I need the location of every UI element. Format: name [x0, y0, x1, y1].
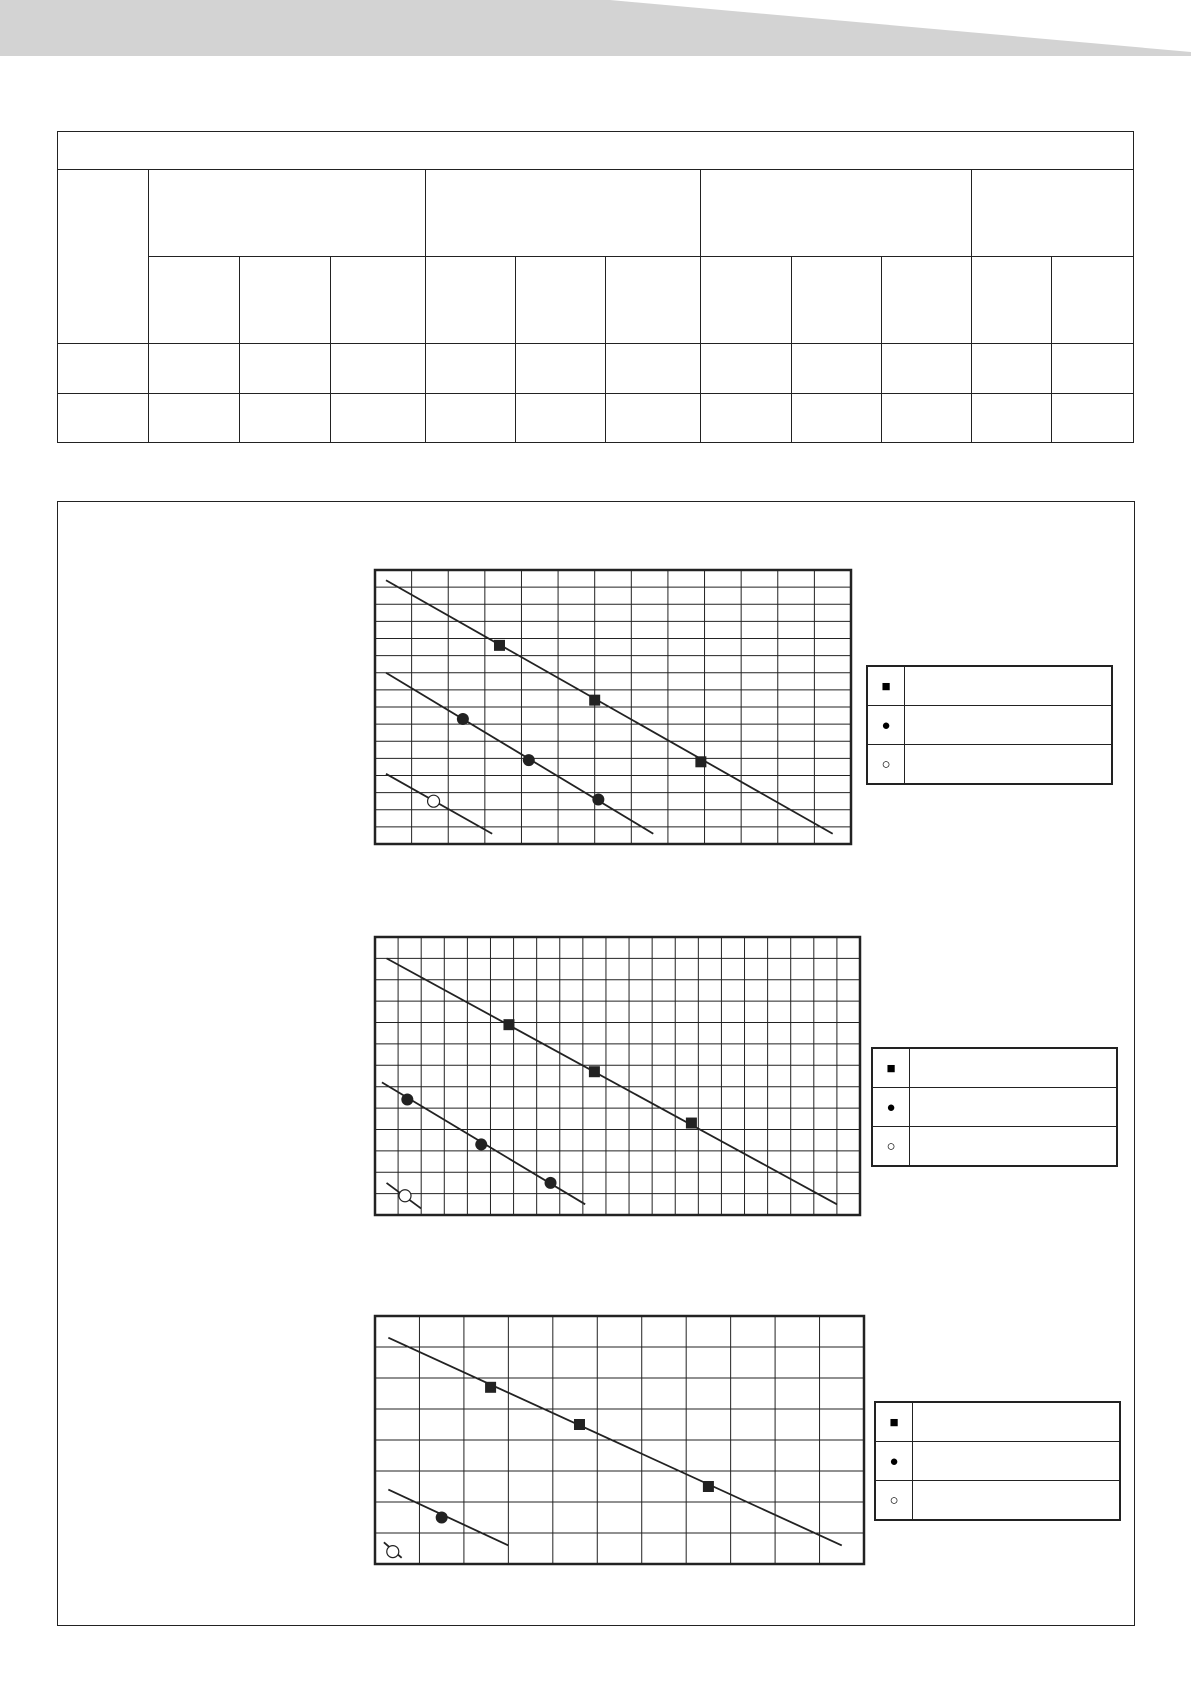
legend-label	[905, 745, 1113, 785]
legend-row	[872, 1127, 1117, 1167]
table-cell	[516, 344, 606, 393]
legend-label	[905, 706, 1113, 745]
legend-row	[872, 1048, 1117, 1088]
legend-row	[875, 1481, 1120, 1521]
header-band	[0, 0, 1191, 60]
legend-row	[867, 706, 1112, 745]
table-cell	[149, 344, 240, 393]
table-cell	[882, 393, 972, 442]
legend-label	[910, 1127, 1118, 1167]
table-subheader	[701, 256, 792, 344]
legend-3	[874, 1401, 1121, 1521]
filled-circle-icon: ●	[875, 1442, 913, 1481]
filled-circle-point	[523, 754, 535, 766]
table-cell	[1052, 344, 1134, 393]
table-cell	[1052, 393, 1134, 442]
table-cell	[701, 344, 792, 393]
table-cell	[331, 344, 426, 393]
table-cell	[331, 393, 426, 442]
table-cell	[58, 393, 149, 442]
series-line-square	[387, 958, 837, 1204]
table-row	[58, 393, 1134, 442]
square-point	[695, 756, 706, 767]
table-first-header	[58, 170, 149, 344]
square-point	[589, 1066, 600, 1077]
table-cell	[58, 344, 149, 393]
square-point	[485, 1382, 496, 1393]
table-cell	[149, 393, 240, 442]
table-group-header	[149, 170, 426, 257]
series-line-dot	[388, 1490, 508, 1546]
table-cell	[606, 344, 701, 393]
open-circle-point	[387, 1546, 399, 1558]
square-icon: ■	[872, 1048, 910, 1088]
legend-label	[910, 1048, 1118, 1088]
table-subheader	[882, 256, 972, 344]
legend-row	[867, 745, 1112, 785]
filled-circle-point	[401, 1094, 413, 1106]
open-circle-point	[399, 1190, 411, 1202]
legend-label	[913, 1481, 1121, 1521]
legend-label	[910, 1088, 1118, 1127]
table-cell	[426, 344, 516, 393]
legend-row	[872, 1088, 1117, 1127]
legend-label	[905, 666, 1113, 706]
table-title	[58, 132, 1134, 170]
table-subheader	[426, 256, 516, 344]
legend-1	[866, 665, 1113, 785]
table-subheader	[149, 256, 240, 344]
table-cell	[701, 393, 792, 442]
chart-2	[373, 935, 862, 1217]
open-circle-icon: ○	[875, 1481, 913, 1521]
table-cell	[240, 393, 331, 442]
spec-table	[57, 131, 1134, 443]
table-subheader	[792, 256, 882, 344]
table-group-header	[972, 170, 1134, 257]
square-point	[686, 1118, 697, 1129]
table-cell	[240, 344, 331, 393]
filled-circle-point	[545, 1177, 557, 1189]
plot-frame	[375, 937, 860, 1215]
table-subheader	[516, 256, 606, 344]
table-subheader	[1052, 256, 1134, 344]
table-row	[58, 344, 1134, 393]
table-subheader	[240, 256, 331, 344]
legend-label	[913, 1442, 1121, 1481]
legend-row	[867, 666, 1112, 706]
filled-circle-point	[436, 1512, 448, 1524]
square-icon: ■	[867, 666, 905, 706]
filled-circle-point	[475, 1138, 487, 1150]
square-point	[589, 695, 600, 706]
table-subheader	[606, 256, 701, 344]
table-cell	[426, 393, 516, 442]
filled-circle-point	[457, 713, 469, 725]
chart-3	[373, 1314, 866, 1566]
table-cell	[882, 344, 972, 393]
legend-label	[913, 1402, 1121, 1442]
table-cell	[792, 344, 882, 393]
table-cell	[972, 393, 1052, 442]
legend-row	[875, 1402, 1120, 1442]
open-circle-point	[428, 795, 440, 807]
filled-circle-icon: ●	[867, 706, 905, 745]
table-cell	[972, 344, 1052, 393]
chart-1	[373, 568, 853, 846]
table-cell	[516, 393, 606, 442]
open-circle-icon: ○	[867, 745, 905, 785]
filled-circle-icon: ●	[872, 1088, 910, 1127]
square-point	[574, 1419, 585, 1430]
square-point	[503, 1019, 514, 1030]
square-point	[494, 640, 505, 651]
table-cell	[792, 393, 882, 442]
filled-circle-point	[592, 793, 604, 805]
legend-row	[875, 1442, 1120, 1481]
table-subheader	[972, 256, 1052, 344]
table-group-header	[701, 170, 972, 257]
legend-2	[871, 1047, 1118, 1167]
square-icon: ■	[875, 1402, 913, 1442]
table-group-header	[426, 170, 701, 257]
series-line-square	[388, 1338, 841, 1546]
square-point	[703, 1481, 714, 1492]
table-subheader	[331, 256, 426, 344]
open-circle-icon: ○	[872, 1127, 910, 1167]
table-cell	[606, 393, 701, 442]
